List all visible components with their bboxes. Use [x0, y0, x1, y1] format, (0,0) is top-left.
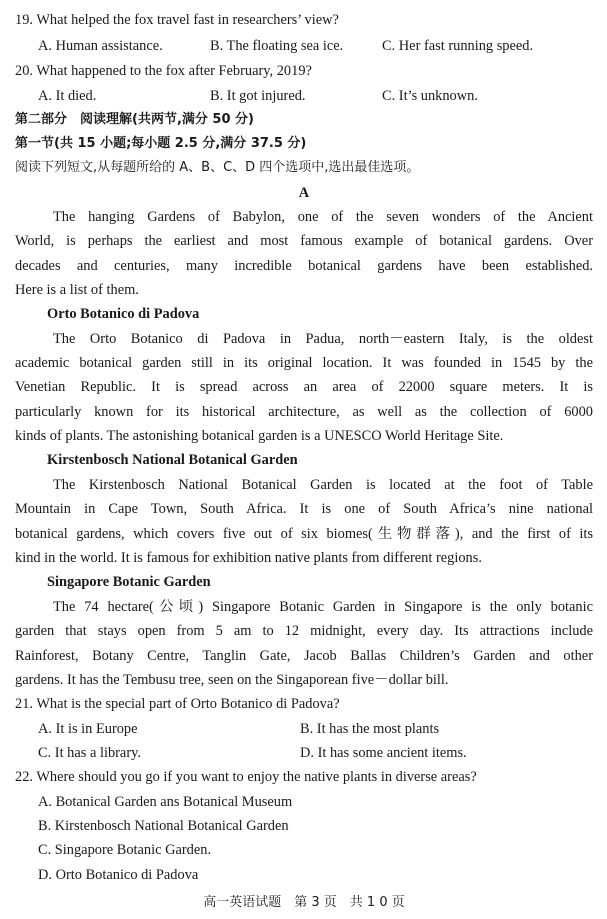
garden1-line-1: The Orto Botanico di Padova in Padua, north－eastern Italy, is the oldest — [53, 331, 593, 347]
intro-line-2: World, is perhaps the earliest and most famous example of botanical gardens. Over — [15, 233, 593, 249]
garden3-heading: Singapore Botanic Garden — [47, 574, 211, 590]
passage-label: A — [298, 185, 310, 201]
q20-stem: 20. What happened to the fox after February, 2019? — [15, 63, 312, 79]
q20-option-a: A. It died. — [38, 88, 97, 104]
intro-line-4: Here is a list of them. — [15, 282, 139, 298]
q21-option-c: C. It has a library. — [38, 745, 141, 761]
q19-option-b: B. The floating sea ice. — [210, 38, 344, 54]
q20-option-b: B. It got injured. — [210, 88, 306, 104]
q19-option-c: C. Her fast running speed. — [382, 38, 534, 54]
garden2-line-1: The Kirstenbosch National Botanical Garden is located at the foot of Table — [53, 477, 593, 493]
q19-option-a: A. Human assistance. — [38, 38, 163, 54]
garden2-heading: Kirstenbosch National Botanical Garden — [47, 452, 298, 468]
q20-option-c: C. It’s unknown. — [382, 88, 478, 104]
part2-title: 第二部分 阅读理解(共两节,满分 50 分) — [15, 112, 254, 127]
garden1-line-5: kinds of plants. The astonishing botanical garden is a UNESCO World Heritage Site. — [15, 428, 504, 444]
garden1-line-2: academic botanical garden still in its original location. It was founded in 1545 by the — [15, 355, 593, 371]
q22-option-c: C. Singapore Botanic Garden. — [38, 842, 212, 858]
garden3-line-1: The 74 hectare(公顷) Singapore Botanic Garden in Singapore is the only botanic — [53, 599, 593, 615]
section1-title: 第一节(共 15 小题;每小题 2.5 分,满分 37.5 分) — [15, 136, 307, 151]
q19-stem: 19. What helped the fox travel fast in researchers’ view? — [15, 12, 339, 28]
garden1-line-3: Venetian Republic. It is spread across an area of 22000 square meters. It is — [15, 379, 593, 395]
q21-stem: 21. What is the special part of Orto Botanico di Padova? — [15, 696, 340, 712]
garden3-line-4: gardens. It has the Tembusu tree, seen on the Singaporean five－dollar bill. — [15, 672, 449, 688]
garden2-line-4: kind in the world. It is famous for exhibition native plants from different regions. — [15, 550, 482, 566]
garden2-line-3: botanical gardens, which covers five out of six biomes(生物群落), and the first of its — [15, 526, 593, 542]
q21-option-a: A. It is in Europe — [38, 721, 138, 737]
reading-instruction: 阅读下列短文,从每题所给的 A、B、C、D 四个选项中,选出最佳选项。 — [15, 160, 420, 175]
garden1-heading: Orto Botanico di Padova — [47, 306, 200, 322]
q22-option-a: A. Botanical Garden ans Botanical Museum — [38, 794, 293, 810]
page-footer: 高一英语试题 第 3 页 共 1 0 页 — [203, 895, 405, 910]
intro-line-3: decades and centuries, many incredible botanical gardens have been established. — [15, 258, 593, 274]
q21-option-b: B. It has the most plants — [300, 721, 440, 737]
garden3-line-3: Rainforest, Botany Centre, Tanglin Gate, Jacob Ballas Children’s Garden and other — [15, 648, 593, 664]
garden2-line-2: Mountain in Cape Town, South Africa. It is one of South Africa’s nine national — [15, 501, 593, 517]
q22-option-d: D. Orto Botanico di Padova — [38, 867, 199, 883]
garden1-line-4: particularly known for its historical architecture, as well as the collection of 6000 — [15, 404, 593, 420]
q21-option-d: D. It has some ancient items. — [300, 745, 467, 761]
intro-line-1: The hanging Gardens of Babylon, one of the seven wonders of the Ancient — [53, 209, 593, 225]
q22-stem: 22. Where should you go if you want to enjoy the native plants in diverse areas? — [15, 769, 477, 785]
q22-option-b: B. Kirstenbosch National Botanical Garden — [38, 818, 289, 834]
garden3-line-2: garden that stays open from 5 am to 12 midnight, every day. Its attractions include — [15, 623, 593, 639]
